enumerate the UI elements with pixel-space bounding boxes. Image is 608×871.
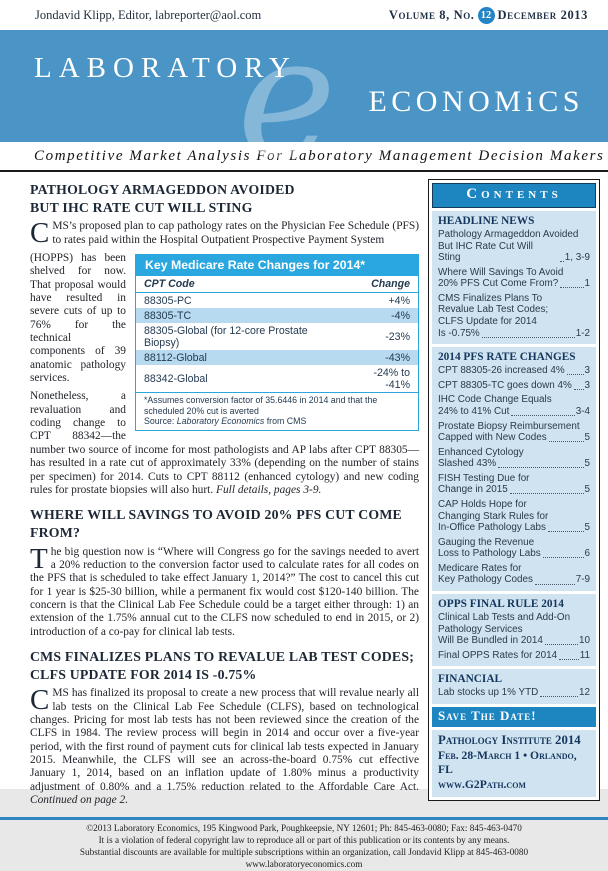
toc-line: Pathology Services bbox=[438, 623, 523, 635]
rate-table-title: Key Medicare Rate Changes for 2014* bbox=[136, 255, 418, 276]
ghost-e-monogram: e bbox=[237, 0, 337, 196]
toc-line-text: 24% to 41% Cut bbox=[438, 405, 510, 417]
rate-table-row bbox=[136, 350, 418, 365]
toc-line-text: Final OPPS Rates for 2014 bbox=[438, 649, 558, 661]
toc-line: Clinical Lab Tests and Add-On bbox=[438, 612, 571, 624]
toc-section bbox=[432, 211, 596, 344]
toc-item bbox=[438, 563, 590, 586]
toc-line: Changing Stark Rules for bbox=[438, 510, 549, 522]
toc-page-number: 12 bbox=[579, 687, 590, 699]
toc-section bbox=[432, 669, 596, 704]
dot-leader bbox=[549, 441, 584, 442]
source-prefix: Source: bbox=[144, 416, 177, 427]
dot-leader bbox=[567, 374, 584, 375]
toc-line-text: In-Office Pathology Labs bbox=[438, 522, 546, 534]
content-area bbox=[0, 172, 608, 812]
dot-leader bbox=[498, 467, 583, 468]
dot-leader bbox=[560, 287, 583, 288]
toc-page-number: 7-9 bbox=[575, 574, 590, 586]
toc-item bbox=[438, 537, 590, 560]
article1-p2: Nonetheless, a revaluation and coding change to CPT 88342—the number two source of income for most pathologists and AP labs after CPT 88305—has resulted in a rate cut of approximately 33% (depending on the number of stains per specimen) for 2014. Cuts to CPT 88112 (enhanced cytology) and new coding rules for prostate biopsies will also hurt. bbox=[30, 390, 419, 496]
toc-page-number: 5 bbox=[584, 484, 590, 496]
footer-line: Substantial discounts are available for multiple subscriptions within an organization, call Jondavid Klipp at 845-463-0080 bbox=[79, 847, 529, 858]
source-line bbox=[144, 416, 410, 427]
toc-page-number: 5 bbox=[584, 522, 590, 534]
volume-prefix: Volume 8, No. bbox=[388, 7, 475, 22]
toc-last-line bbox=[438, 241, 590, 264]
contents-title-bar: Contents bbox=[432, 183, 596, 208]
main-column bbox=[30, 179, 419, 812]
dropcap: C bbox=[30, 217, 50, 250]
dot-leader bbox=[559, 659, 579, 660]
cpt-code-cell: 88305-Global (for 12-core Prostate Biopsy) bbox=[144, 324, 308, 349]
toc-last-line bbox=[438, 548, 590, 560]
article3-headline-line2: CLFS UPDATE FOR 2014 IS -0.75% bbox=[30, 666, 257, 682]
rate-table-footnote bbox=[136, 392, 418, 430]
save-the-date-panel bbox=[432, 730, 596, 797]
article1-p1a: MS’s proposed plan to cap pathology rates on the Physician Fee Schedule (PFS) to rates paid within the Hospital Outpatient Prospective Payment System bbox=[52, 220, 419, 246]
col-header-cpt-code: CPT Code bbox=[136, 276, 340, 293]
rate-table-header-row bbox=[136, 276, 418, 293]
toc-line-text: Slashed 43% bbox=[438, 458, 497, 470]
toc-last-line bbox=[438, 365, 590, 377]
toc-line: IHC Code Change Equals bbox=[438, 394, 552, 406]
toc-item bbox=[438, 650, 590, 662]
event-name: Pathology Institute 2014 bbox=[438, 732, 581, 747]
toc-item bbox=[438, 421, 590, 444]
tagline: Competitive Market Analysis For Laboratory Management Decision Makers bbox=[0, 142, 608, 172]
rate-table-grid bbox=[136, 276, 418, 392]
toc-page-number: 3-4 bbox=[575, 405, 590, 417]
article1-headline-line1: PATHOLOGY ARMAGEDDON AVOIDED bbox=[30, 182, 295, 197]
cpt-code-cell: 88342-Global bbox=[144, 372, 208, 385]
toc-item bbox=[438, 687, 590, 699]
rate-table-body bbox=[136, 293, 418, 393]
toc-section bbox=[432, 347, 596, 591]
dot-leader bbox=[535, 584, 575, 585]
article3-headline-line1: CMS FINALIZES PLANS TO REVALUE LAB TEST CODES; bbox=[30, 648, 415, 664]
save-the-date-bar: Save The Date! bbox=[432, 707, 596, 727]
toc-page-number: 10 bbox=[579, 635, 590, 647]
dot-leader bbox=[560, 261, 564, 262]
article1-headline bbox=[30, 181, 419, 216]
toc-section-heading: OPPS FINAL RULE 2014 bbox=[438, 598, 564, 611]
toc-last-line bbox=[438, 635, 590, 647]
dropcap: C bbox=[30, 684, 50, 717]
toc-line: Prostate Biopsy Reimbursement bbox=[438, 420, 580, 432]
dropcap: T bbox=[30, 542, 48, 575]
rate-table-row bbox=[136, 308, 418, 323]
toc-item bbox=[438, 267, 590, 290]
toc-line-text: But IHC Rate Cut Will Sting bbox=[438, 240, 533, 264]
toc-item bbox=[438, 447, 590, 470]
toc-line-text: 20% PFS Cut Come From? bbox=[438, 278, 559, 290]
footer-line: www.laboratoryeconomics.com bbox=[245, 859, 363, 870]
toc-line-text: CPT 88305-TC goes down 4% bbox=[438, 379, 572, 391]
article3-headline bbox=[30, 648, 419, 683]
toc-section-heading: HEADLINE NEWS bbox=[438, 215, 535, 227]
toc-last-line bbox=[438, 687, 590, 699]
change-cell: -23% bbox=[385, 330, 410, 343]
change-cell: -4% bbox=[391, 309, 410, 322]
article1-paragraph-wrap: (HOPPS) has been shelved for now. That proposal would have resulted in severe cuts of up to 76% for the technical components of 39 anatomic pathology services. bbox=[30, 252, 126, 385]
cpt-code-cell: 88305-TC bbox=[144, 309, 192, 322]
masthead-word-economics: ECONOMiCS bbox=[368, 85, 584, 118]
toc-line-text: Key Pathology Codes bbox=[438, 574, 533, 586]
dot-leader bbox=[574, 389, 584, 390]
source-suffix: from CMS bbox=[264, 416, 307, 427]
toc-item bbox=[438, 380, 590, 392]
toc-page-number: 1, 3-9 bbox=[564, 252, 590, 264]
editor-line: Jondavid Klipp, Editor, labreporter@aol.com bbox=[35, 7, 262, 22]
change-cell: -43% bbox=[385, 351, 410, 364]
dot-leader bbox=[510, 493, 584, 494]
cpt-code-cell: 88305-PC bbox=[144, 294, 192, 307]
toc-line-text: Capped with New Codes bbox=[438, 432, 547, 444]
toc-section-heading: FINANCIAL bbox=[438, 673, 503, 686]
article2-paragraph bbox=[30, 542, 419, 639]
toc-last-line bbox=[438, 574, 590, 586]
article1-p2-note: Full details, pages 3-9. bbox=[216, 483, 322, 496]
toc-item bbox=[438, 365, 590, 377]
toc-item bbox=[438, 612, 590, 647]
rate-table-row bbox=[136, 293, 418, 309]
toc-page-number: 5 bbox=[584, 432, 590, 444]
toc-page-number: 1 bbox=[584, 278, 590, 290]
footer-text bbox=[0, 817, 608, 871]
toc-section bbox=[432, 594, 596, 666]
issue-date: December 2013 bbox=[497, 7, 588, 22]
source-name: Laboratory Economics bbox=[176, 416, 265, 427]
toc-line-text: Change in 2015 bbox=[438, 484, 508, 496]
dot-leader bbox=[482, 337, 575, 338]
toc-last-line bbox=[438, 406, 590, 418]
toc-line: Revalue Lab Test Codes; bbox=[438, 304, 549, 316]
article1-headline-line2: BUT IHC RATE CUT WILL STING bbox=[30, 199, 253, 215]
toc-page-number: 6 bbox=[584, 548, 590, 560]
toc-line: Pathology Armageddon Avoided bbox=[438, 229, 579, 240]
change-cell: -24% to -41% bbox=[373, 366, 410, 391]
toc-section-heading: 2014 PFS RATE CHANGES bbox=[438, 351, 576, 364]
toc-last-line bbox=[438, 522, 590, 534]
toc-line-text: Is -0.75% bbox=[438, 327, 480, 339]
toc-line: CLFS Update for 2014 bbox=[438, 316, 537, 328]
toc-line-text: Will Be Bundled in 2014 bbox=[438, 635, 543, 647]
change-cell: +4% bbox=[388, 294, 410, 307]
toc-page-number: 1-2 bbox=[575, 327, 590, 339]
toc-last-line bbox=[438, 380, 590, 392]
toc-last-line bbox=[438, 328, 590, 340]
toc-line: Gauging the Revenue bbox=[438, 536, 535, 548]
toc-page-number: 11 bbox=[579, 649, 590, 661]
toc-line-text: Lab stocks up 1% YTD bbox=[438, 687, 539, 699]
dot-leader bbox=[543, 557, 584, 558]
article2-headline: WHERE WILL SAVINGS TO AVOID 20% PFS CUT COME FROM? bbox=[30, 507, 402, 540]
col-header-change: Change bbox=[340, 276, 418, 293]
article3-continued-note: Continued on page 2. bbox=[30, 793, 129, 806]
dot-leader bbox=[540, 696, 578, 697]
issue-number-badge: 12 bbox=[478, 7, 495, 24]
footer-line: ©2013 Laboratory Economics, 195 Kingwood Park, Poughkeepsie, NY 12601; Ph: 845-463-0080; Fax: 845-463-0470 bbox=[86, 823, 522, 834]
toc-item bbox=[438, 473, 590, 496]
cpt-code-cell: 88112-Global bbox=[144, 351, 207, 364]
article2-p1: he big question now is “Where will Congress go for the savings needed to avert a 20% reduction to the conversion factor used to calculate rates for all codes on the PFS that is scheduled to take effect January 1, 2014?” The cost to cancel this cut for 1 year is $25-30 billion, while a permanent fix would cost $120-140 billion. The concern is that the Clinical Lab Fee Schedule could be a target either through: 1) an extension of the 1.75% annual cut to the CLFS now scheduled to end in 2015, or 2) introduction of a co-pay for clinical lab tests. bbox=[30, 545, 419, 638]
toc-last-line bbox=[438, 278, 590, 290]
toc-item bbox=[438, 293, 590, 339]
toc-line: Enhanced Cytology bbox=[438, 446, 524, 458]
toc-last-line bbox=[438, 432, 590, 444]
article3-paragraph bbox=[30, 684, 419, 807]
toc-page-number: 3 bbox=[584, 379, 590, 391]
contents-sections bbox=[432, 211, 596, 704]
toc-last-line bbox=[438, 650, 590, 662]
toc-line: Where Will Savings To Avoid bbox=[438, 266, 564, 278]
toc-page-number: 5 bbox=[584, 458, 590, 470]
toc-item bbox=[438, 394, 590, 417]
toc-item bbox=[438, 499, 590, 534]
rate-table-row bbox=[136, 365, 418, 392]
toc-item bbox=[438, 229, 590, 264]
article3-p1: MS has finalized its proposal to create a new process that will revalue nearly all lab tests on the Clinical Lab Fee Schedule (CLFS), based on technological changes. Pricing for most lab tests has not been reviewed since the creation of the CLFS in 1984. The review process will begin in 2014 and occur over a five-year period, with the first round of payment cuts for clinical lab tests expected in January 2015. Meanwhile, the CLFS will see an across-the-board 0.75% cut effective January 1, 2014, based on an inflation update of 1.80% minus a productivity adjustment of 0.80% and a 1.75% reduction related to the Affordable Care Act. bbox=[30, 687, 419, 793]
toc-last-line bbox=[438, 484, 590, 496]
toc-line: CMS Finalizes Plans To bbox=[438, 292, 543, 304]
volume-issue-date bbox=[389, 7, 588, 24]
toc-last-line bbox=[438, 458, 590, 470]
toc-line: Medicare Rates for bbox=[438, 562, 522, 574]
rate-table-row bbox=[136, 323, 418, 350]
toc-line-text: CPT 88305-26 increased 4% bbox=[438, 365, 565, 377]
contents-sidebar bbox=[428, 179, 600, 801]
footer-line: It is a violation of federal copyright law to reproduce all or part of this publication or its contents by any means. bbox=[98, 835, 510, 846]
toc-line: FISH Testing Due for bbox=[438, 472, 530, 484]
event-url: www.G2Path.com bbox=[438, 777, 526, 791]
dot-leader bbox=[511, 415, 574, 416]
medicare-rate-table bbox=[135, 254, 419, 431]
masthead-word-laboratory: LABORATORY bbox=[34, 52, 297, 84]
toc-line-text: Loss to Pathology Labs bbox=[438, 548, 541, 560]
dot-leader bbox=[548, 531, 584, 532]
footnote-text: *Assumes conversion factor of 35.6446 in 2014 and that the scheduled 20% cut is averted bbox=[144, 395, 378, 416]
dot-leader bbox=[545, 644, 578, 645]
toc-line: CAP Holds Hope for bbox=[438, 498, 527, 510]
article1-paragraph-lead bbox=[30, 217, 419, 250]
event-when-where: Feb. 28-March 1 • Orlando, FL bbox=[438, 748, 577, 777]
toc-page-number: 3 bbox=[584, 365, 590, 377]
